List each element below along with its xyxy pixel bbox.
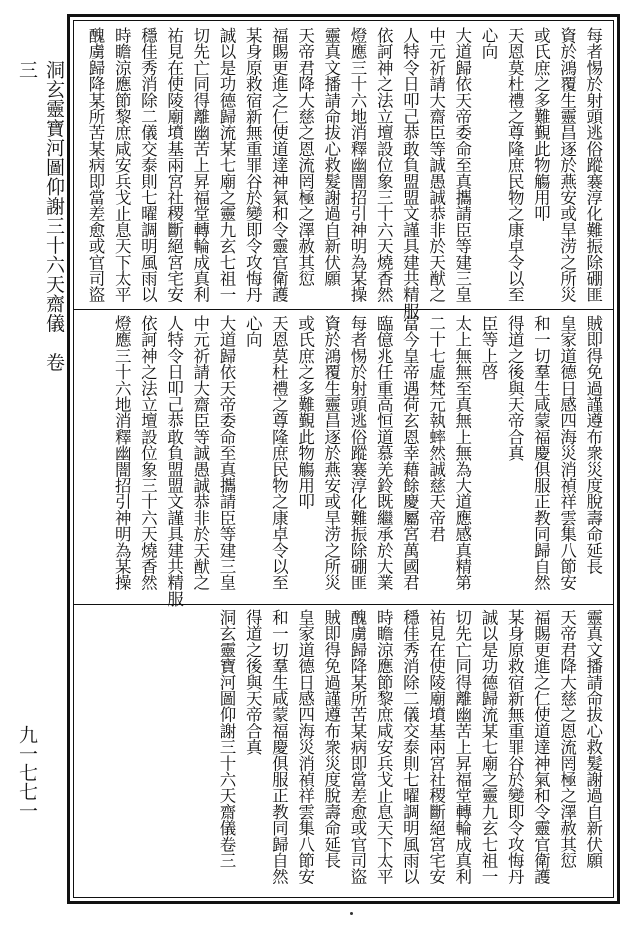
text-column: 或氏庶之多難覲此物觴用叩 [531, 27, 551, 222]
text-column: 天帝君降大慈之恩流罔極之澤赦其愆 [295, 27, 315, 287]
text-column: 醜虜歸降某所苦某病即當差愈或官司盜 [348, 609, 367, 885]
text-column: 某身原救宿新無重罪谷於變即令攻悔丹 [243, 27, 263, 303]
text-column: 皇家道德日感四海災消禎祥雲集八節安 [557, 315, 577, 591]
text-column: 靈真文播請命拔心救髮謝過自新伏願 [583, 609, 603, 869]
text-column: 臨億兆任重高恒道慕羌鈴既繼承於大業 [374, 315, 394, 591]
text-column: 資於鴻覆生靈昌逐於燕安或旱涝之所災 [557, 27, 577, 303]
text-column: 中元祈請大齋臣等誠愚誠恭非於天猷之 [426, 27, 446, 303]
text-column: 靈真文播請命拔心救髮謝過自新伏願 [321, 27, 341, 287]
text-column: 中元祈請大齋臣等誠愚誠恭非於天猷之 [190, 315, 210, 591]
text-column: 皇家道德日感四海災消禎祥雲集八節安 [295, 609, 315, 885]
text-column: 誠以是功德歸流某七廟之靈九玄七祖一 [217, 27, 236, 303]
text-column: 洞玄靈寶河圖仰謝三十六天齋儀卷三 [217, 609, 236, 869]
margin-page-number: 九一七七一 [16, 725, 38, 820]
text-column: 每者惕於射頭逃俗蹤褰淳化難振除硼匪 [348, 315, 367, 591]
text-column: 時瞻涼應節黎庶咸安兵戈止息天下太平 [112, 27, 132, 303]
text-column: 二十七虛梵元執蟀然誠慈天帝君 [426, 315, 446, 542]
text-column: 燈應三十六地消釋幽闇招引神明為某操 [348, 27, 367, 303]
text-column: 祐見在使陵廟墳基兩宮社稷斷絕宮宅安 [426, 609, 446, 885]
text-column: 每者惕於射頭逃俗蹤褰淳化難振除硼匪 [583, 27, 603, 303]
text-column: 得道之後與天帝合真 [243, 609, 263, 755]
text-column: 穩佳秀消除二儀交泰則七曜調明風雨以 [400, 609, 420, 885]
text-column: 和一切羣生咸蒙福慶俱服正教同歸自然 [269, 609, 289, 885]
text-column: 切先亡同得離幽苦上昇福堂轉輪成真利 [452, 609, 472, 885]
text-column: 燈應三十六地消釋幽闇招引神明為某操 [112, 315, 132, 591]
text-column: 福賜更進之仁使道達神氣和令靈官衛護 [531, 609, 551, 885]
text-column: 或氏庶之多難覲此物觴用叩 [295, 315, 315, 510]
text-column: 時瞻涼應節黎庶咸安兵戈止息天下太平 [374, 609, 394, 885]
text-column: 人特令日叩己恭敢負盟盟文謹具建共精服 [400, 27, 420, 319]
page-frame-inner [73, 20, 614, 898]
section-divider-top [74, 309, 613, 310]
page-frame [67, 14, 620, 904]
text-column: 依訶神之法立壇設位象三十六天燒香然 [138, 315, 158, 591]
text-column: 依訶神之法立壇設位象三十六天燒香然 [374, 27, 394, 303]
text-column: 心向 [243, 315, 263, 348]
text-column: 祐見在使陵廟墳基兩宮社稷斷絕宮宅安 [164, 27, 184, 303]
scan-speck [350, 912, 353, 915]
text-column: 穩佳秀消除二儀交泰則七曜調明風雨以 [138, 27, 158, 303]
margin-title: 洞玄靈寶河圖仰謝三十六天齋儀 卷三 [16, 60, 65, 372]
text-column: 切先亡同得離幽苦上昇福堂轉輪成真利 [190, 27, 210, 303]
text-column: 得道之後與天帝合真 [505, 315, 525, 461]
section-divider-bottom [74, 604, 613, 605]
text-column: 臣等上啓 [479, 315, 498, 380]
text-column: 大道歸依天帝委命至真攜請臣等建三皇 [217, 315, 236, 591]
text-column: 賊即得免過謹遵布衆災度脫壽命延長 [321, 609, 341, 869]
text-column: 天帝君降大慈之恩流罔極之澤赦其愆 [557, 609, 577, 869]
text-column: 資於鴻覆生靈昌逐於燕安或旱涝之所災 [321, 315, 341, 591]
text-column: 和一切羣生咸蒙福慶俱服正教同歸自然 [531, 315, 551, 591]
text-column: 太上無無至真無上無為大道應感真精第 [452, 315, 472, 591]
text-column: 福賜更進之仁使道達神氣和令靈官衛護 [269, 27, 289, 303]
text-column: 當今皇帝遇荷玄恩幸藉餘慶屬宮萬國君 [400, 315, 420, 591]
text-column: 誠以是功德歸流某七廟之靈九玄七祖一 [479, 609, 498, 885]
text-column: 心向 [479, 27, 498, 60]
text-column: 某身原救宿新無重罪谷於變即令攻悔丹 [505, 609, 525, 885]
text-column: 天恩莫杜禮之尊隆庶民物之康卓令以至 [505, 27, 525, 303]
text-column: 人特令日叩己恭敢負盟盟文謹具建共精服 [164, 315, 184, 607]
text-column: 大道歸依天帝委命至真攜請臣等建三皇 [452, 27, 472, 303]
text-column: 醜虜歸降某所苦某病即當差愈或官司盜 [86, 27, 105, 303]
text-column: 賊即得免過謹遵布衆災度脫壽命延長 [583, 315, 603, 575]
text-column: 天恩莫杜禮之尊隆庶民物之康卓令以至 [269, 315, 289, 591]
